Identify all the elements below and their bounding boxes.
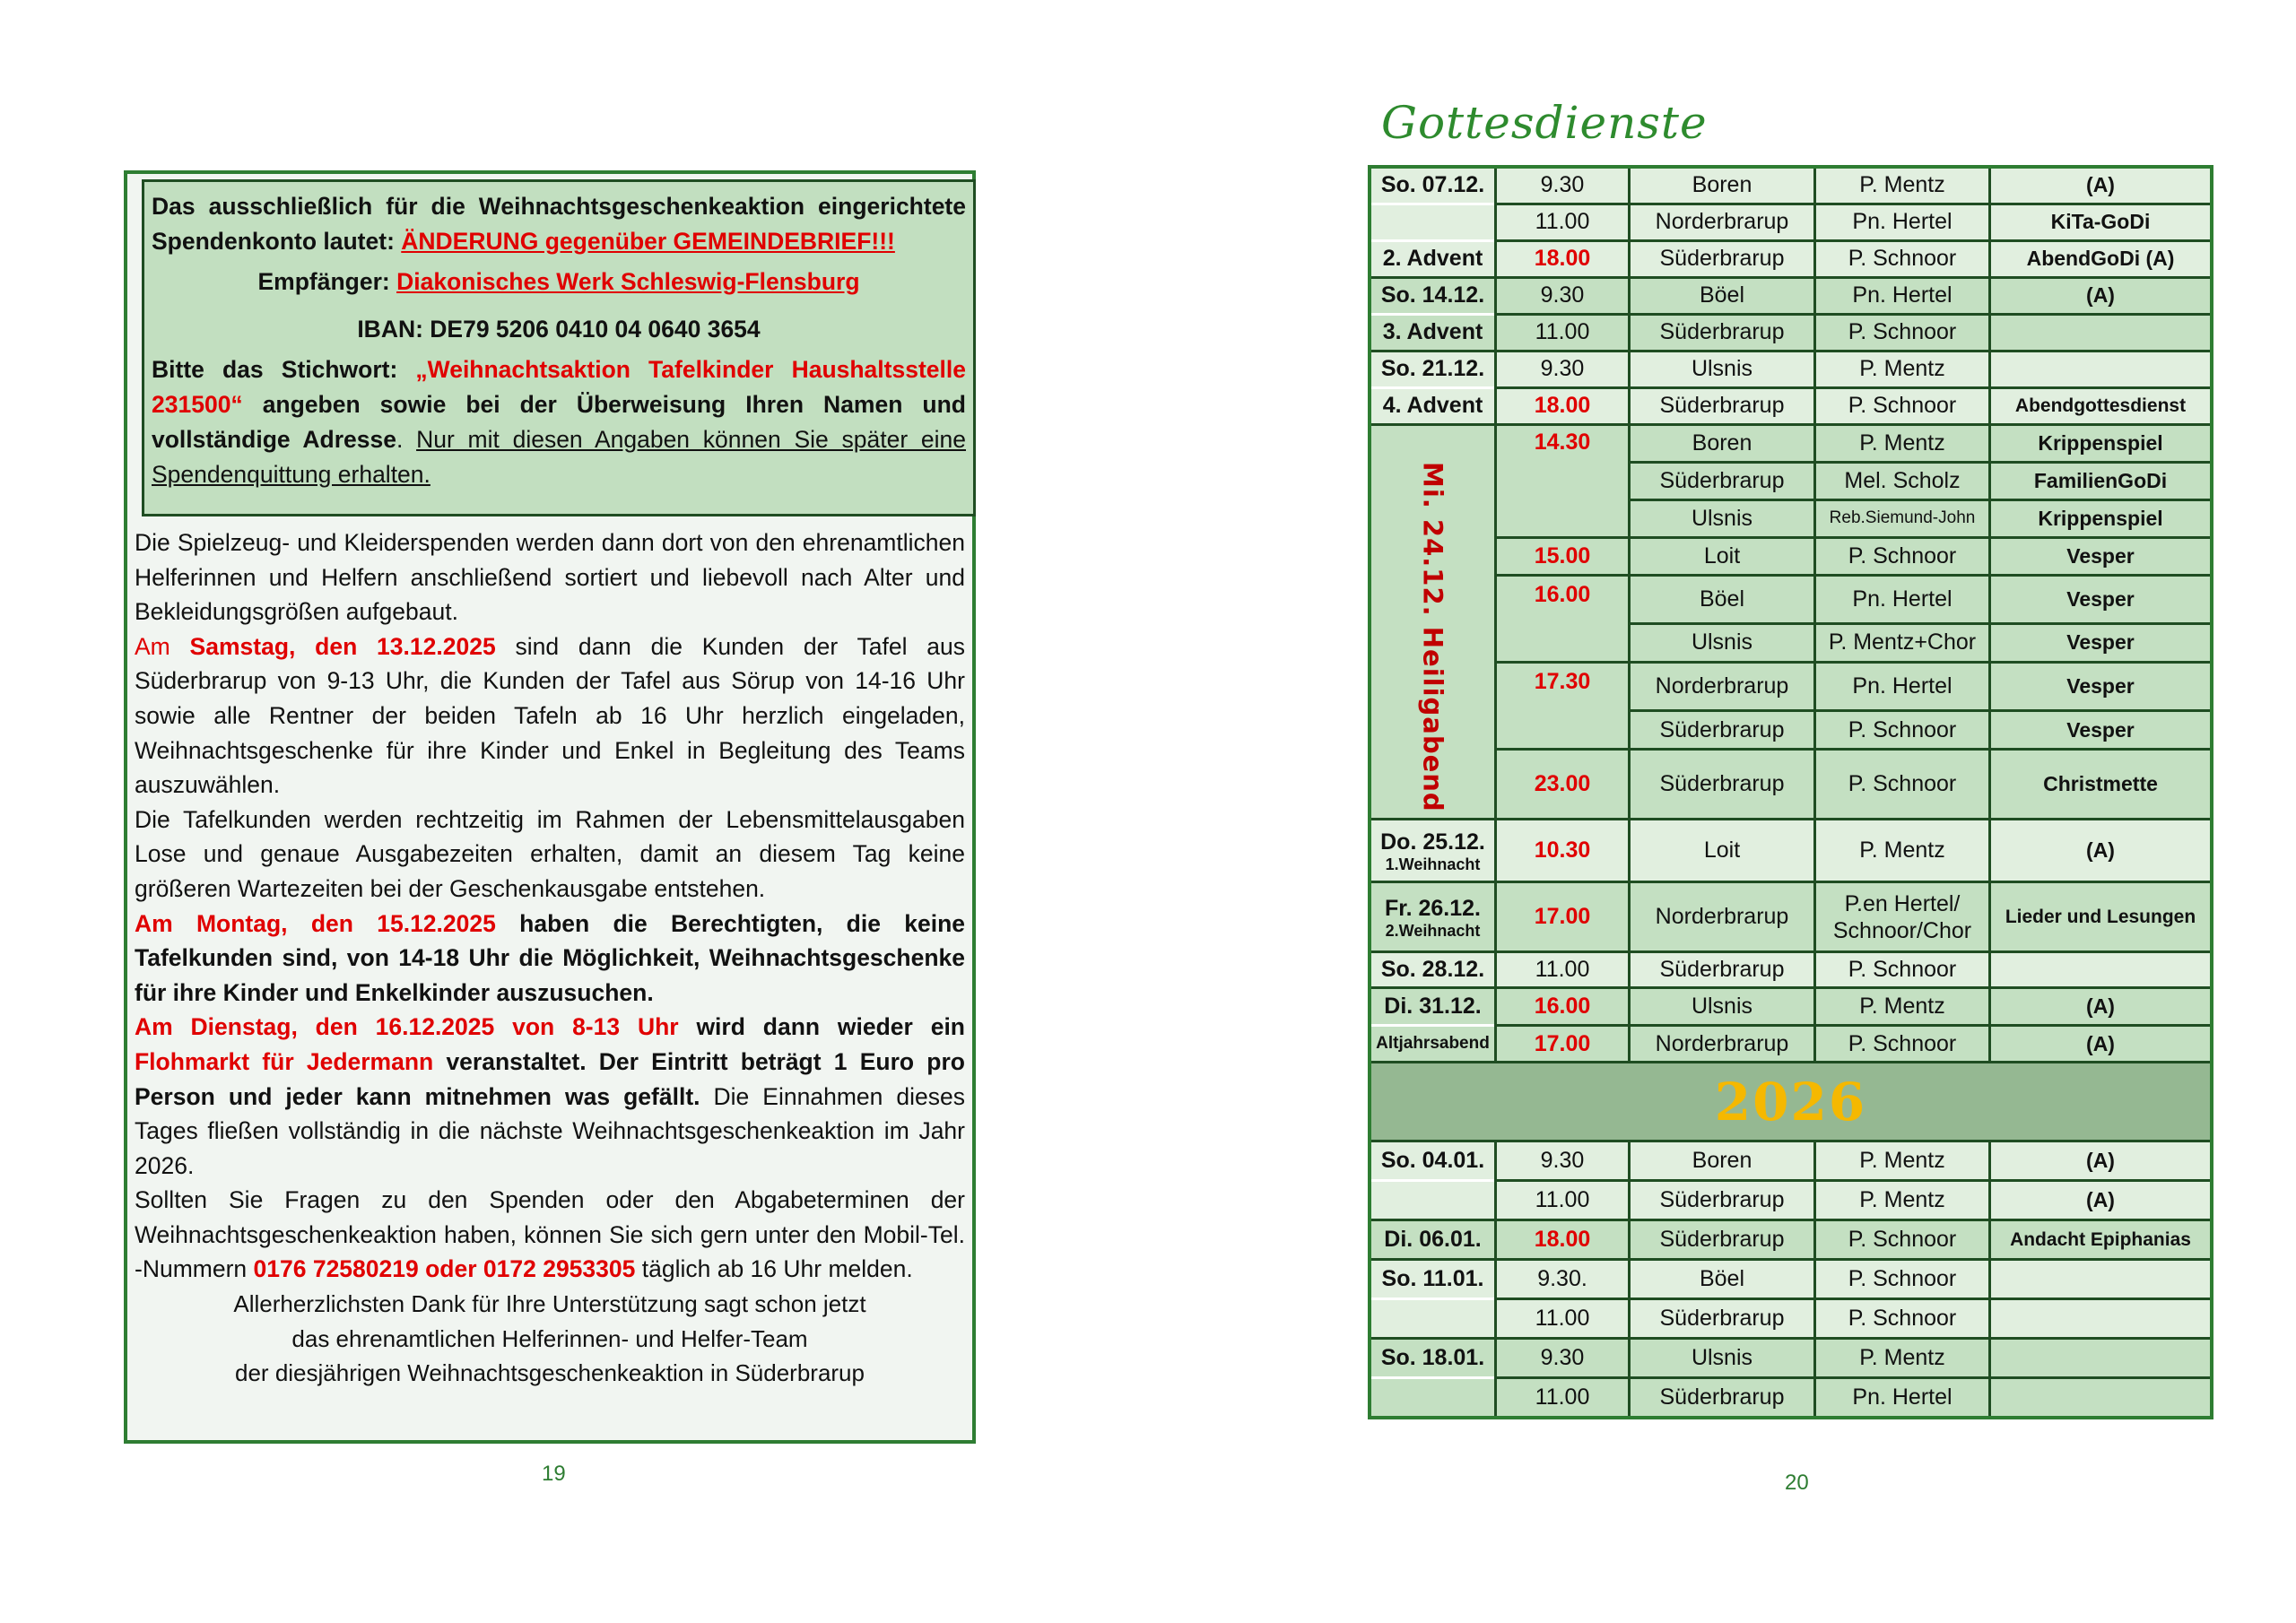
event-date: Am Dienstag, den 16.12.2025 von 8-13 Uhr — [135, 1013, 679, 1041]
note-cell: (A) — [1990, 1181, 2213, 1220]
paragraph: Die Spielzeug- und Kleiderspenden werden dann dort von den ehrenamtlichen Helferinnen und Helfern anschließend sortiert und liebevoll nach Alter und Bekleidungsgrößen aufgebaut. — [135, 529, 965, 626]
date-label: 2. Advent — [1382, 246, 1483, 271]
schedule-row — [1370, 952, 2212, 988]
place-cell: Norderbrarup — [1630, 1026, 1815, 1063]
pastor-line: Schnoor/Chor — [1832, 917, 1972, 943]
change-notice: ÄNDERUNG gegenüber GEMEINDEBRIEF!!! — [401, 228, 895, 255]
note-cell: Krippenspiel — [1990, 499, 2213, 537]
date-label: So. 07.12. — [1380, 172, 1485, 198]
date-cell — [1370, 988, 1496, 1026]
note-cell: (A) — [1990, 277, 2213, 314]
time-cell: 9.30. — [1496, 1260, 1630, 1299]
schedule-row — [1370, 167, 2212, 204]
date-cell — [1370, 167, 1496, 204]
place-cell: Norderbrarup — [1630, 662, 1815, 710]
page-number-right: 20 — [1785, 1471, 1809, 1495]
schedule-row — [1370, 882, 2212, 952]
pastor-cell: P. Schnoor — [1815, 711, 1990, 750]
date-cell — [1370, 314, 1496, 351]
event-date: Samstag, den 13.12.2025 — [189, 632, 496, 660]
pastor-cell: Pn. Hertel — [1815, 204, 1990, 240]
note-cell: Lieder und Lesungen — [1990, 882, 2213, 952]
pastor-cell: P. Schnoor — [1815, 240, 1990, 277]
note-cell: Vesper — [1990, 711, 2213, 750]
phone-numbers: 0176 72580219 oder 0172 2953305 — [253, 1255, 636, 1283]
pastor-cell: Reb.Siemund-John — [1815, 499, 1990, 537]
date-label: Fr. 26.12. — [1384, 895, 1482, 921]
pastor-cell: P. Schnoor — [1815, 952, 1990, 988]
time-cell: 11.00 — [1496, 1181, 1630, 1220]
time-cell: 23.00 — [1496, 750, 1630, 820]
date-label: 4. Advent — [1382, 393, 1483, 418]
time-cell: 9.30 — [1496, 1339, 1630, 1378]
event-name: Flohmarkt für Jedermann — [135, 1047, 434, 1075]
place-cell: Loit — [1630, 537, 1815, 575]
schedule-row — [1370, 1141, 2212, 1181]
keyword-instruction: Bitte das Stichwort: „Weihnachtsaktion Tafelkinder Haushaltsstelle 231500“ angeben sowie bei der Überweisung Ihren Namen und vollständige Adresse. Nur mit diesen Angaben können Sie später eine Spendenquittung erhalten. — [152, 356, 966, 488]
date-cell — [1370, 820, 1496, 882]
date-cell — [1370, 1026, 1496, 1063]
note-cell: (A) — [1990, 1026, 2213, 1063]
schedule-row — [1370, 1339, 2212, 1378]
note-cell: AbendGoDi (A) — [1990, 240, 2213, 277]
schedule-row — [1370, 662, 2212, 710]
place-cell: Ulsnis — [1630, 1339, 1815, 1378]
time-cell: 18.00 — [1496, 240, 1630, 277]
pastor-cell: P. Schnoor — [1815, 314, 1990, 351]
schedule-row — [1370, 240, 2212, 277]
place-cell: Süderbrarup — [1630, 1220, 1815, 1260]
place-cell: Loit — [1630, 820, 1815, 882]
schedule-row — [1370, 750, 2212, 820]
time-cell: 18.00 — [1496, 387, 1630, 424]
time-cell: 9.30 — [1496, 1141, 1630, 1181]
date-cell — [1370, 204, 1496, 240]
date-cell — [1370, 1378, 1496, 1418]
thanks-note: Allerherzlichsten Dank für Ihre Unterstützung sagt schon jetzt das ehrenamtlichen Helferinnen- und Helfer-Team der diesjährigen Weihnachtsgeschenkeaktion in Süderbrarup — [233, 1290, 866, 1387]
pastor-cell: P. Mentz+Chor — [1815, 623, 1990, 662]
schedule-row — [1370, 1220, 2212, 1260]
schedule-row — [1370, 1299, 2212, 1339]
iban: IBAN: DE79 5206 0410 04 0640 3654 — [357, 316, 761, 343]
date-label: So. 14.12. — [1380, 282, 1485, 308]
year-divider-cell — [1370, 1063, 2212, 1141]
date-cell — [1370, 1299, 1496, 1339]
paragraph: Am Dienstag, den 16.12.2025 von 8-13 Uhr wird dann wieder ein Flohmarkt für Jedermann veranstaltet. Der Eintritt beträgt 1 Euro pro Person und jeder kann mitnehmen was gefällt. Die Einnahmen dieses Tages fließen vollständig in die nächste Weihnachtsgeschenkeaktion im Jahr 2026. — [135, 1013, 965, 1179]
place-cell: Ulsnis — [1630, 351, 1815, 387]
time-cell: 11.00 — [1496, 204, 1630, 240]
time-cell: 14.30 — [1496, 424, 1630, 537]
paragraph: Die Tafelkunden werden rechtzeitig im Rahmen der Lebensmittelausgaben Lose und genaue Ausgabezeiten erhalten, damit an diesem Tag keine größeren Wartezeiten bei der Geschenkausgabe entstehen. — [135, 805, 965, 902]
place-cell: Süderbrarup — [1630, 711, 1815, 750]
place-cell: Norderbrarup — [1630, 882, 1815, 952]
pastor-cell: P. Schnoor — [1815, 750, 1990, 820]
note-cell: KiTa-GoDi — [1990, 204, 2213, 240]
schedule-row — [1370, 820, 2212, 882]
pastor-line: P.en Hertel/ — [1844, 890, 1961, 916]
date-sub-label: 2.Weihnacht — [1385, 921, 1481, 940]
date-label: Do. 25.12. — [1380, 829, 1485, 855]
place-cell: Ulsnis — [1630, 988, 1815, 1026]
date-cell — [1370, 424, 1496, 820]
place-cell: Süderbrarup — [1630, 240, 1815, 277]
place-cell: Böel — [1630, 1260, 1815, 1299]
pastor-cell: P. Mentz — [1815, 988, 1990, 1026]
pastor-cell: P. Schnoor — [1815, 1220, 1990, 1260]
service-schedule-table — [1368, 165, 2213, 1419]
pastor-cell: P. Mentz — [1815, 1181, 1990, 1220]
pastor-cell: P. Mentz — [1815, 1141, 1990, 1181]
time-cell: 9.30 — [1496, 351, 1630, 387]
pastor-cell: P. Schnoor — [1815, 387, 1990, 424]
pastor-cell: Pn. Hertel — [1815, 662, 1990, 710]
date-cell — [1370, 952, 1496, 988]
pastor-cell: Pn. Hertel — [1815, 277, 1990, 314]
date-sub-label: 1.Weihnacht — [1385, 855, 1481, 873]
pastor-cell: P. Schnoor — [1815, 1260, 1990, 1299]
date-label: So. 11.01. — [1381, 1266, 1484, 1292]
year-label: 2026 — [1714, 1071, 1867, 1133]
note-cell — [1990, 1378, 2213, 1418]
note-cell: Abendgottesdienst — [1990, 387, 2213, 424]
schedule-row — [1370, 1378, 2212, 1418]
date-cell — [1370, 277, 1496, 314]
place-cell: Böel — [1630, 575, 1815, 623]
place-cell: Süderbrarup — [1630, 387, 1815, 424]
article-body — [135, 525, 965, 1391]
note-cell — [1990, 1339, 2213, 1378]
place-cell: Süderbrarup — [1630, 750, 1815, 820]
date-cell — [1370, 1260, 1496, 1299]
time-cell: 11.00 — [1496, 1299, 1630, 1339]
schedule-row — [1370, 537, 2212, 575]
schedule-row — [1370, 1260, 2212, 1299]
time-cell: 17.00 — [1496, 1026, 1630, 1063]
account-intro: Das ausschließlich für die Weihnachtsgeschenkeaktion eingerichtete Spendenkonto lautet: ÄNDERUNG gegenüber GEMEINDEBRIEF!!! — [152, 193, 966, 255]
pastor-cell: P. Schnoor — [1815, 1299, 1990, 1339]
date-cell — [1370, 351, 1496, 387]
place-cell: Süderbrarup — [1630, 462, 1815, 499]
date-cell — [1370, 387, 1496, 424]
pastor-cell: Pn. Hertel — [1815, 575, 1990, 623]
pastor-cell: P. Mentz — [1815, 1339, 1990, 1378]
note-cell: Christmette — [1990, 750, 2213, 820]
place-cell: Süderbrarup — [1630, 1378, 1815, 1418]
note-cell: (A) — [1990, 167, 2213, 204]
note-cell: Andacht Epiphanias — [1990, 1220, 2213, 1260]
date-cell — [1370, 1220, 1496, 1260]
time-cell: 9.30 — [1496, 167, 1630, 204]
schedule-row — [1370, 1181, 2212, 1220]
time-cell: 18.00 — [1496, 1220, 1630, 1260]
note-cell — [1990, 1299, 2213, 1339]
date-label: Di. 31.12. — [1384, 994, 1482, 1020]
time-cell: 11.00 — [1496, 1378, 1630, 1418]
pastor-cell: P. Schnoor — [1815, 537, 1990, 575]
pastor-cell: P. Mentz — [1815, 167, 1990, 204]
schedule-row — [1370, 351, 2212, 387]
place-cell: Norderbrarup — [1630, 204, 1815, 240]
schedule-row — [1370, 314, 2212, 351]
bank-account-box — [142, 179, 976, 516]
place-cell: Ulsnis — [1630, 623, 1815, 662]
time-cell: 9.30 — [1496, 277, 1630, 314]
date-label: Mi. 24.12. Heiligabend — [1417, 461, 1448, 812]
schedule-row — [1370, 575, 2212, 623]
schedule-row — [1370, 387, 2212, 424]
recipient-line: Empfänger: Diakonisches Werk Schleswig-Flensburg — [257, 268, 860, 295]
date-cell — [1370, 1339, 1496, 1378]
date-label: Di. 06.01. — [1384, 1227, 1482, 1253]
date-label: So. 04.01. — [1380, 1148, 1485, 1174]
time-cell: 16.00 — [1496, 988, 1630, 1026]
event-date: Am Montag, den 15.12.2025 — [135, 909, 496, 937]
place-cell: Böel — [1630, 277, 1815, 314]
time-cell: 17.30 — [1496, 662, 1630, 749]
note-cell: Vesper — [1990, 623, 2213, 662]
pastor-cell: Mel. Scholz — [1815, 462, 1990, 499]
place-cell: Süderbrarup — [1630, 314, 1815, 351]
date-cell — [1370, 1141, 1496, 1181]
date-label: 3. Advent — [1382, 319, 1483, 344]
receipt-note: Nur mit diesen Angaben können Sie später eine Spendenquittung erhalten. — [152, 426, 966, 488]
page-title: Gottesdienste — [1381, 97, 1708, 149]
pastor-cell: Pn. Hertel — [1815, 1378, 1990, 1418]
schedule-row — [1370, 204, 2212, 240]
schedule-row — [1370, 988, 2212, 1026]
date-cell — [1370, 882, 1496, 952]
note-cell — [1990, 351, 2213, 387]
date-cell — [1370, 240, 1496, 277]
note-cell: Vesper — [1990, 662, 2213, 710]
time-cell: 16.00 — [1496, 575, 1630, 662]
pastor-cell: P. Schnoor — [1815, 1026, 1990, 1063]
time-cell: 15.00 — [1496, 537, 1630, 575]
note-cell: (A) — [1990, 820, 2213, 882]
place-cell: Ulsnis — [1630, 499, 1815, 537]
note-cell — [1990, 952, 2213, 988]
page-number-left: 19 — [542, 1462, 566, 1486]
pastor-cell — [1815, 882, 1990, 952]
date-label: So. 18.01. — [1380, 1345, 1485, 1371]
schedule-row — [1370, 1026, 2212, 1063]
paragraph: Am Samstag, den 13.12.2025 sind dann die Kunden der Tafel aus Süderbrarup von 9-13 Uhr, die Kunden der Tafel aus Sörup von 14-16 Uhr sowie alle Rentner der beiden Tafeln ab 16 Uhr herzlich eingeladen, Weihnachtsgeschenke für ihre Kinder und Enkel in Begleitung des Teams auszuwählen. — [135, 632, 965, 799]
note-cell: (A) — [1990, 1141, 2213, 1181]
note-cell: Krippenspiel — [1990, 424, 2213, 462]
place-cell: Süderbrarup — [1630, 1299, 1815, 1339]
pastor-cell: P. Mentz — [1815, 820, 1990, 882]
note-cell: (A) — [1990, 988, 2213, 1026]
place-cell: Süderbrarup — [1630, 952, 1815, 988]
place-cell: Süderbrarup — [1630, 1181, 1815, 1220]
date-label: So. 28.12. — [1380, 957, 1485, 983]
pastor-cell: P. Mentz — [1815, 424, 1990, 462]
note-cell — [1990, 314, 2213, 351]
recipient-name: Diakonisches Werk Schleswig-Flensburg — [396, 268, 860, 295]
note-cell: Vesper — [1990, 575, 2213, 623]
schedule-row — [1370, 424, 2212, 462]
year-divider-row — [1370, 1063, 2212, 1141]
pastor-cell: P. Mentz — [1815, 351, 1990, 387]
time-cell: 11.00 — [1496, 314, 1630, 351]
note-cell — [1990, 1260, 2213, 1299]
time-cell: 11.00 — [1496, 952, 1630, 988]
keyword: „Weihnachtsaktion Tafelkinder Haushaltsstelle 231500“ — [152, 356, 966, 418]
note-cell: Vesper — [1990, 537, 2213, 575]
date-label: So. 21.12. — [1380, 356, 1485, 381]
date-label: Altjahrsabend — [1376, 1034, 1490, 1054]
time-cell: 10.30 — [1496, 820, 1630, 882]
donation-info-panel — [124, 170, 976, 1444]
schedule-row — [1370, 277, 2212, 314]
paragraph: Am Montag, den 15.12.2025 haben die Berechtigten, die keine Tafelkunden sind, von 14-18 Uhr die Möglichkeit, Weihnachtsgeschenke für ihre Kinder und Enkelkinder auszusuchen. — [135, 909, 965, 1006]
place-cell: Boren — [1630, 1141, 1815, 1181]
note-cell: FamilienGoDi — [1990, 462, 2213, 499]
date-cell — [1370, 1181, 1496, 1220]
place-cell: Boren — [1630, 424, 1815, 462]
paragraph: Sollten Sie Fragen zu den Spenden oder den Abgabeterminen der Weihnachtsgeschenkeaktion haben, können Sie sich gern unter den Mobil-Tel. -Nummern 0176 72580219 oder 0172 2953305 täglich ab 16 Uhr melden. — [135, 1186, 965, 1283]
time-cell: 17.00 — [1496, 882, 1630, 952]
place-cell: Boren — [1630, 167, 1815, 204]
